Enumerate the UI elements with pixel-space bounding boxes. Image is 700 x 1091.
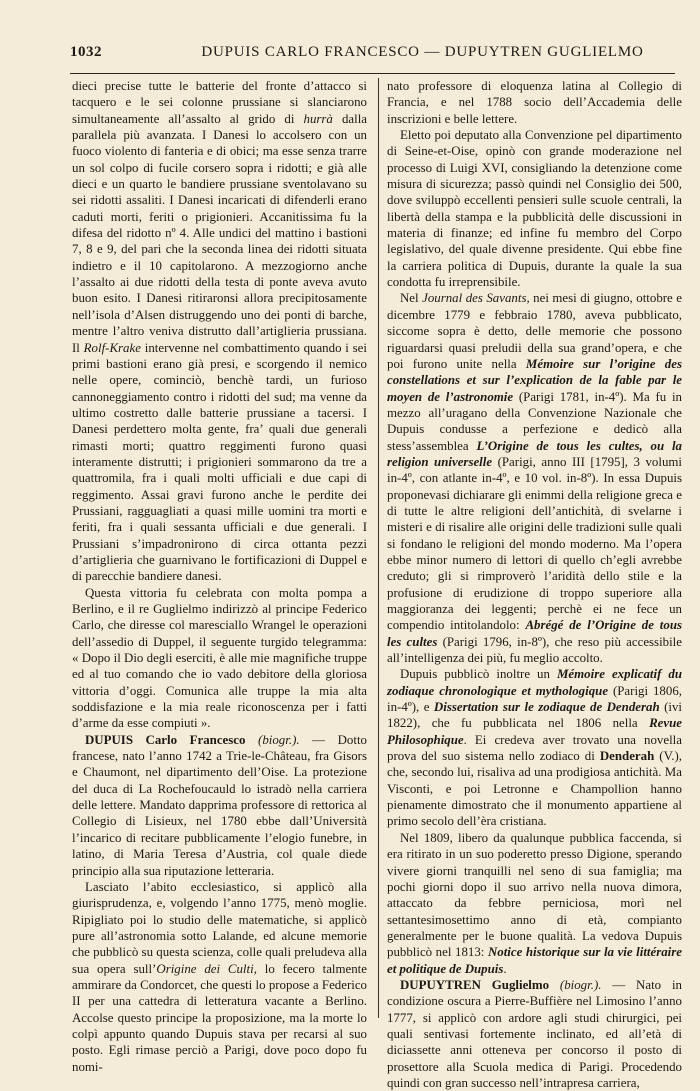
column-divider [378, 78, 379, 1018]
right-column [387, 78, 683, 1090]
paragraph-dupuis-studies: Lasciato l’abito ecclesiastico, si applicò alla giurisprudenza, e, volgendo l’anno 1775, menò moglie. Ripigliato poi lo studio delle matematiche, si applicò pure all’astronomia sotto Lalande, ed alcune memorie che pubblicò su questa scienza, colle quali preludeva alla sua opera sull’Origine dei Culti, lo fecero talmente ammirare da Condorcet, che questi lo propose a Federico II per una cattedra di letteratura vacante a Berlino. Accolse questo principe la proposizione, ma la morte lo colpì appunto quando Dupuis stava per recarsi al suo posto. Egli rimase perciò a Parigi, dove poco dopo fu nomi- [72, 879, 367, 1074]
entry-dupuis: DUPUIS Carlo Francesco (biogr.). — Dotto francese, nato l’anno 1742 a Trie-le-Château, fra Gisors e Chaumont, nel dipartimento dell’Oise. La protezione del duca di La Rochefoucauld lo istradò nella carriera delle lettere. Mandato dapprima professore di rettorica al Collegio di Lisieux, nel 1780 ebbe dall’Università l’incarico di recitare pubblicamente l’elogio funebre, in latino, di Maria Teresa d’Austria, col quale diede principio alla sua riputazione letteraria. [72, 732, 367, 878]
paragraph-duppel-assault: dieci precise tutte le batterie del fronte d’attacco si tacquero e le sei colonne prussiane si slanciarono simultaneamente all’assalto al grido di hurrà dalla parallela più avanzata. I Danesi lo accolsero con un fuoco violento di fanteria e di obici; ma esse senza trarre un sol colpo di fucile corsero sopra i ridotti; e già alle dieci e un quarto le bandiere prussiane sventolavano su sei ridotti assaliti. I Danesi incaricati di difenderli erano caduti morti, feriti o prigionieri. Accanitissima fu la difesa del ridotto nº 4. Alle undici del mattino i bastioni 7, 8 e 9, del pari che la seconda linea dei ridotti situata indietro e il 10 capitolarono. A mezzogiorno anche l’assalto ai due ridotti della testa di ponte aveva avuto buon esito. I Danesi ritiraronsi allora precipitosamente nell’isola d’Alsen distruggendo uno dei ponti di barche, mentre l’altro veniva distrutto dall’artiglieria prussiana. Il Rolf-Krake intervenne nel combattimento quando i sei primi bastioni erano già presi, e scorgendo il nemico nelle opere, cominciò, benchè tardi, un furioso cannoneggiamento contro i ridotti del sud; ma venne da ultimo costretto dalle batterie prussiane a tacersi. I Danesi perdettero molta gente, fra’ quali due generali rimasti morti; quattro reggimenti furono quasi interamente distrutti; i prigionieri sommarono da tre a quattromila, fra i quali molti ufficiali e due capi di reggimento. Assai gravi furono anche le perdite dei Prussiani, ragguagliati a quasi mille uomini tra morti e feriti, fra i quali sessanta ufficiali e due generali. I Prussiani s’impadronirono di circa ottanta pezzi d’artiglieria che guarnivano le fortificazioni di Duppel e di parecchie bandiere danesi. [72, 79, 367, 584]
entry-dupuytren: DUPUYTREN Guglielmo (biogr.). — Nato in condizione oscura a Pierre-Buffière nel Limosino l’anno 1777, si applicò con ardore agli studi chirurgici, pei quali sentivasi fortemente inclinato, ed all’età di diciassette anni otteneva per concorso il posto di prosettore alla Scuola medica di Parigi. Procedendo quindi con gran successo nell’intrapresa carriera, [387, 977, 682, 1090]
paragraph-convention: Eletto poi deputato alla Convenzione pel dipartimento di Seine-et-Oise, opinò con grande moderazione nel processo di Luigi XVI, consigliando la detenzione come misura di sicurezza; passò quindi nel Consiglio dei 500, dove sviluppò eccellenti pensieri sulle scuole centrali, la libertà della stampa e la pubblicità delle discussioni in materia di finanze; ed infine fu membro del Corpo legislativo, del quale divenne presidente. Qui ebbe fine la carriera politica di Dupuis, durante la quale la sua condotta fu irreprensibile. [387, 128, 682, 290]
header-rule [70, 73, 675, 74]
paragraph-victory-telegram: Questa vittoria fu celebrata con molta pompa a Berlino, e il re Guglielmo indirizzò al principe Federico Carlo, che diresse col maresciallo Wrangel le operazioni dell’assedio di Duppel, il seguente turgido telegramma: « Dopo il Dio degli eserciti, è alle mie magnifiche truppe ed al tuo comando che io vado debitore della gloriosa vittoria d’oggi. Comunica alle truppe la mia alta soddisfazione e la mia reale riconoscenza per i fatti d’arme da esse compiuti ». [72, 585, 367, 731]
paragraph-college-france: nato professore di eloquenza latina al Collegio di Francia, e nel 1788 socio dell’Accademia delle inscrizioni e belle lettere. [387, 79, 682, 126]
left-column [72, 78, 367, 1074]
running-head: DUPUIS CARLO FRANCESCO — DUPUYTREN GUGLIELMO [201, 44, 644, 60]
paragraph-retirement: Nel 1809, libero da qualunque pubblica faccenda, si era ritirato in un suo poderetto presso Digione, sperando vivere giorni tranquilli nel seno di sua famiglia; ma pochi giorni dopo il suo arrivo nella nuova dimora, attaccato da febbre perniciosa, morì nel settantesimosettimo anno di età, compianto generalmente per le buone qualità. La vedova Dupuis pubblicò nel 1813: Notice historique sur la vie littéraire et politique de Dupuis. [387, 830, 682, 976]
paragraph-zodiaque: Dupuis pubblicò inoltre un Mémoire explicatif du zodiaque chronologique et mythologique (Parigi 1806, in-4º), e Dissertation sur le zodiaque de Denderah (ivi 1822), che fu pubblicata nel 1806 nella Revue Philosophique. Ei credeva aver trovato una novella prova del suo sistema nello zodiaco di Denderah (V.), che, secondo lui, risaliva ad una prodigiosa antichità. Ma Visconti, e poi Letronne e Champollion hanno pienamente dimostrato che il monumento appartiene al primo secolo dell’èra cristiana. [387, 667, 682, 829]
entry-heading-dupuytren: DUPUYTREN Guglielmo [400, 977, 550, 992]
entry-heading-dupuis: DUPUIS Carlo Francesco [85, 732, 246, 747]
paragraph-journal-savants: Nel Journal des Savants, nei mesi di giugno, ottobre e dicembre 1779 e febbraio 1780, aveva pubblicato, siccome sopra è detto, delle memorie che possono riguardarsi quasi preludii della sua grand’opera, e che poi furono unite nella Mémoire sur l’origine des constellations et sur l’explication de la fable par le moyen de l’astronomie (Parigi 1781, in-4º). Ma fu in mezzo all’uragano della Convenzione Nazionale che Dupuis condusse a perfezione e dedicò alla stess’assemblea L’Origine de tous les cultes, ou la religion universelle (Parigi, anno III [1795], 3 volumi in-4º, con atlante in-4º, e 10 vol. in-8º). In essa Dupuis proponevasi dichiarare gli enimmi della religione greca e di tutte le altre religioni dell’antichità, di svelarne i misteri e di risalire alle origini delle tradizioni sulle quali si fondano le religioni del mondo moderno. Ma l’opera ebbe minor numero di lettori di quello ch’egli avrebbe creduto; gli si rimproverò l’aridità dello stile e la profusione di erudizione di troppo superiore alla maggioranza dei leggenti; perchè ei ne fece un compendio intitolandolo: Abrégé de l’Origine de tous les cultes (Parigi 1796, in-8º), che reso più accessibile all’intelligenza dei più, fu meglio accolto. [387, 291, 683, 666]
page-number: 1032 [70, 44, 102, 60]
page-header [70, 44, 675, 66]
